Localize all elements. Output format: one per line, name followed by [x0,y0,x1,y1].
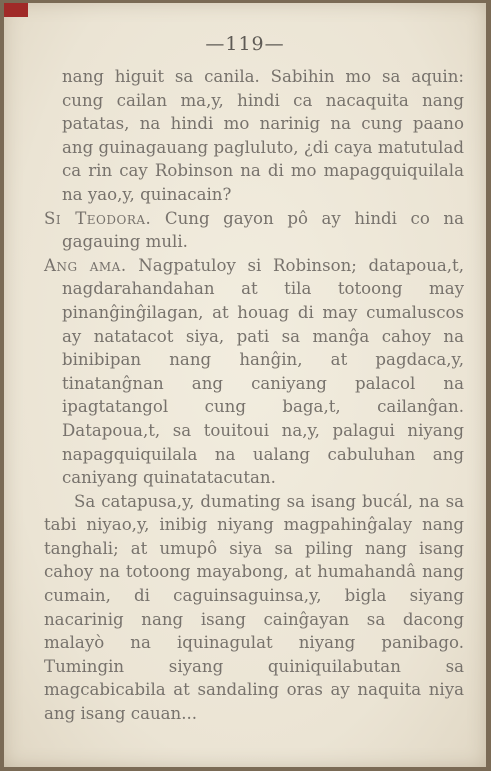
book-page [4,3,486,767]
dialogue-text: Cung gayon pô ay hindi co na gagauing muli. [62,208,465,252]
page-text [44,65,464,726]
speaker-label: Ang ama. [44,255,127,275]
page-number: —119— [205,33,285,55]
paragraph-narration: Sa catapusa,y, dumating sa isang bucál, na sa tabi niyao,y, inibig niyang magpahinĝalay nang tanghali; at umupô siya sa piling nang isang cahoy na totoong mayabong, at humahandâ nang cumain, di caguinsaguinsa,y, bigla siyang nacarinig nang isang cainĝayan sa dacong malayò na iquinagulat niyang panibago. Tumingin siyang quiniquilabutan sa magcabicabila at sandaling oras ay naquita niya ang isang cauan... [44,491,464,724]
corner-tab [4,3,28,17]
dialogue-father [44,254,464,490]
speaker-label: Si Teodora. [44,208,152,228]
dialogue-text: Nagpatuloy si Robinson; datapoua,t, nagdarahandahan at tila totoong may pinanĝinĝilagan, at houag di may cumaluscos ay natatacot siya, pati sa manĝa cahoy na binibipan nang hanĝin, at pagdaca,y, tinatanĝnan ang caniyang palacol na ipagtatangol cung baga,t, cailanĝan. Datapoua,t, sa touitoui na,y, palagui niyang napagquiquilala na ualang cabuluhan ang caniyang quinatatacutan. [62,255,464,488]
paragraph-continuation: nang higuit sa canila. Sabihin mo sa aquin: cung cailan ma,y, hindi ca nacaquita nang patatas, na hindi mo narinig na cung paano ang guinagauang pagluluto, ¿di caya matutulad ca rin cay Robinson na di mo mapagquiquilala na yao,y, quinacain? [62,67,464,204]
dialogue-teodora [44,207,464,254]
